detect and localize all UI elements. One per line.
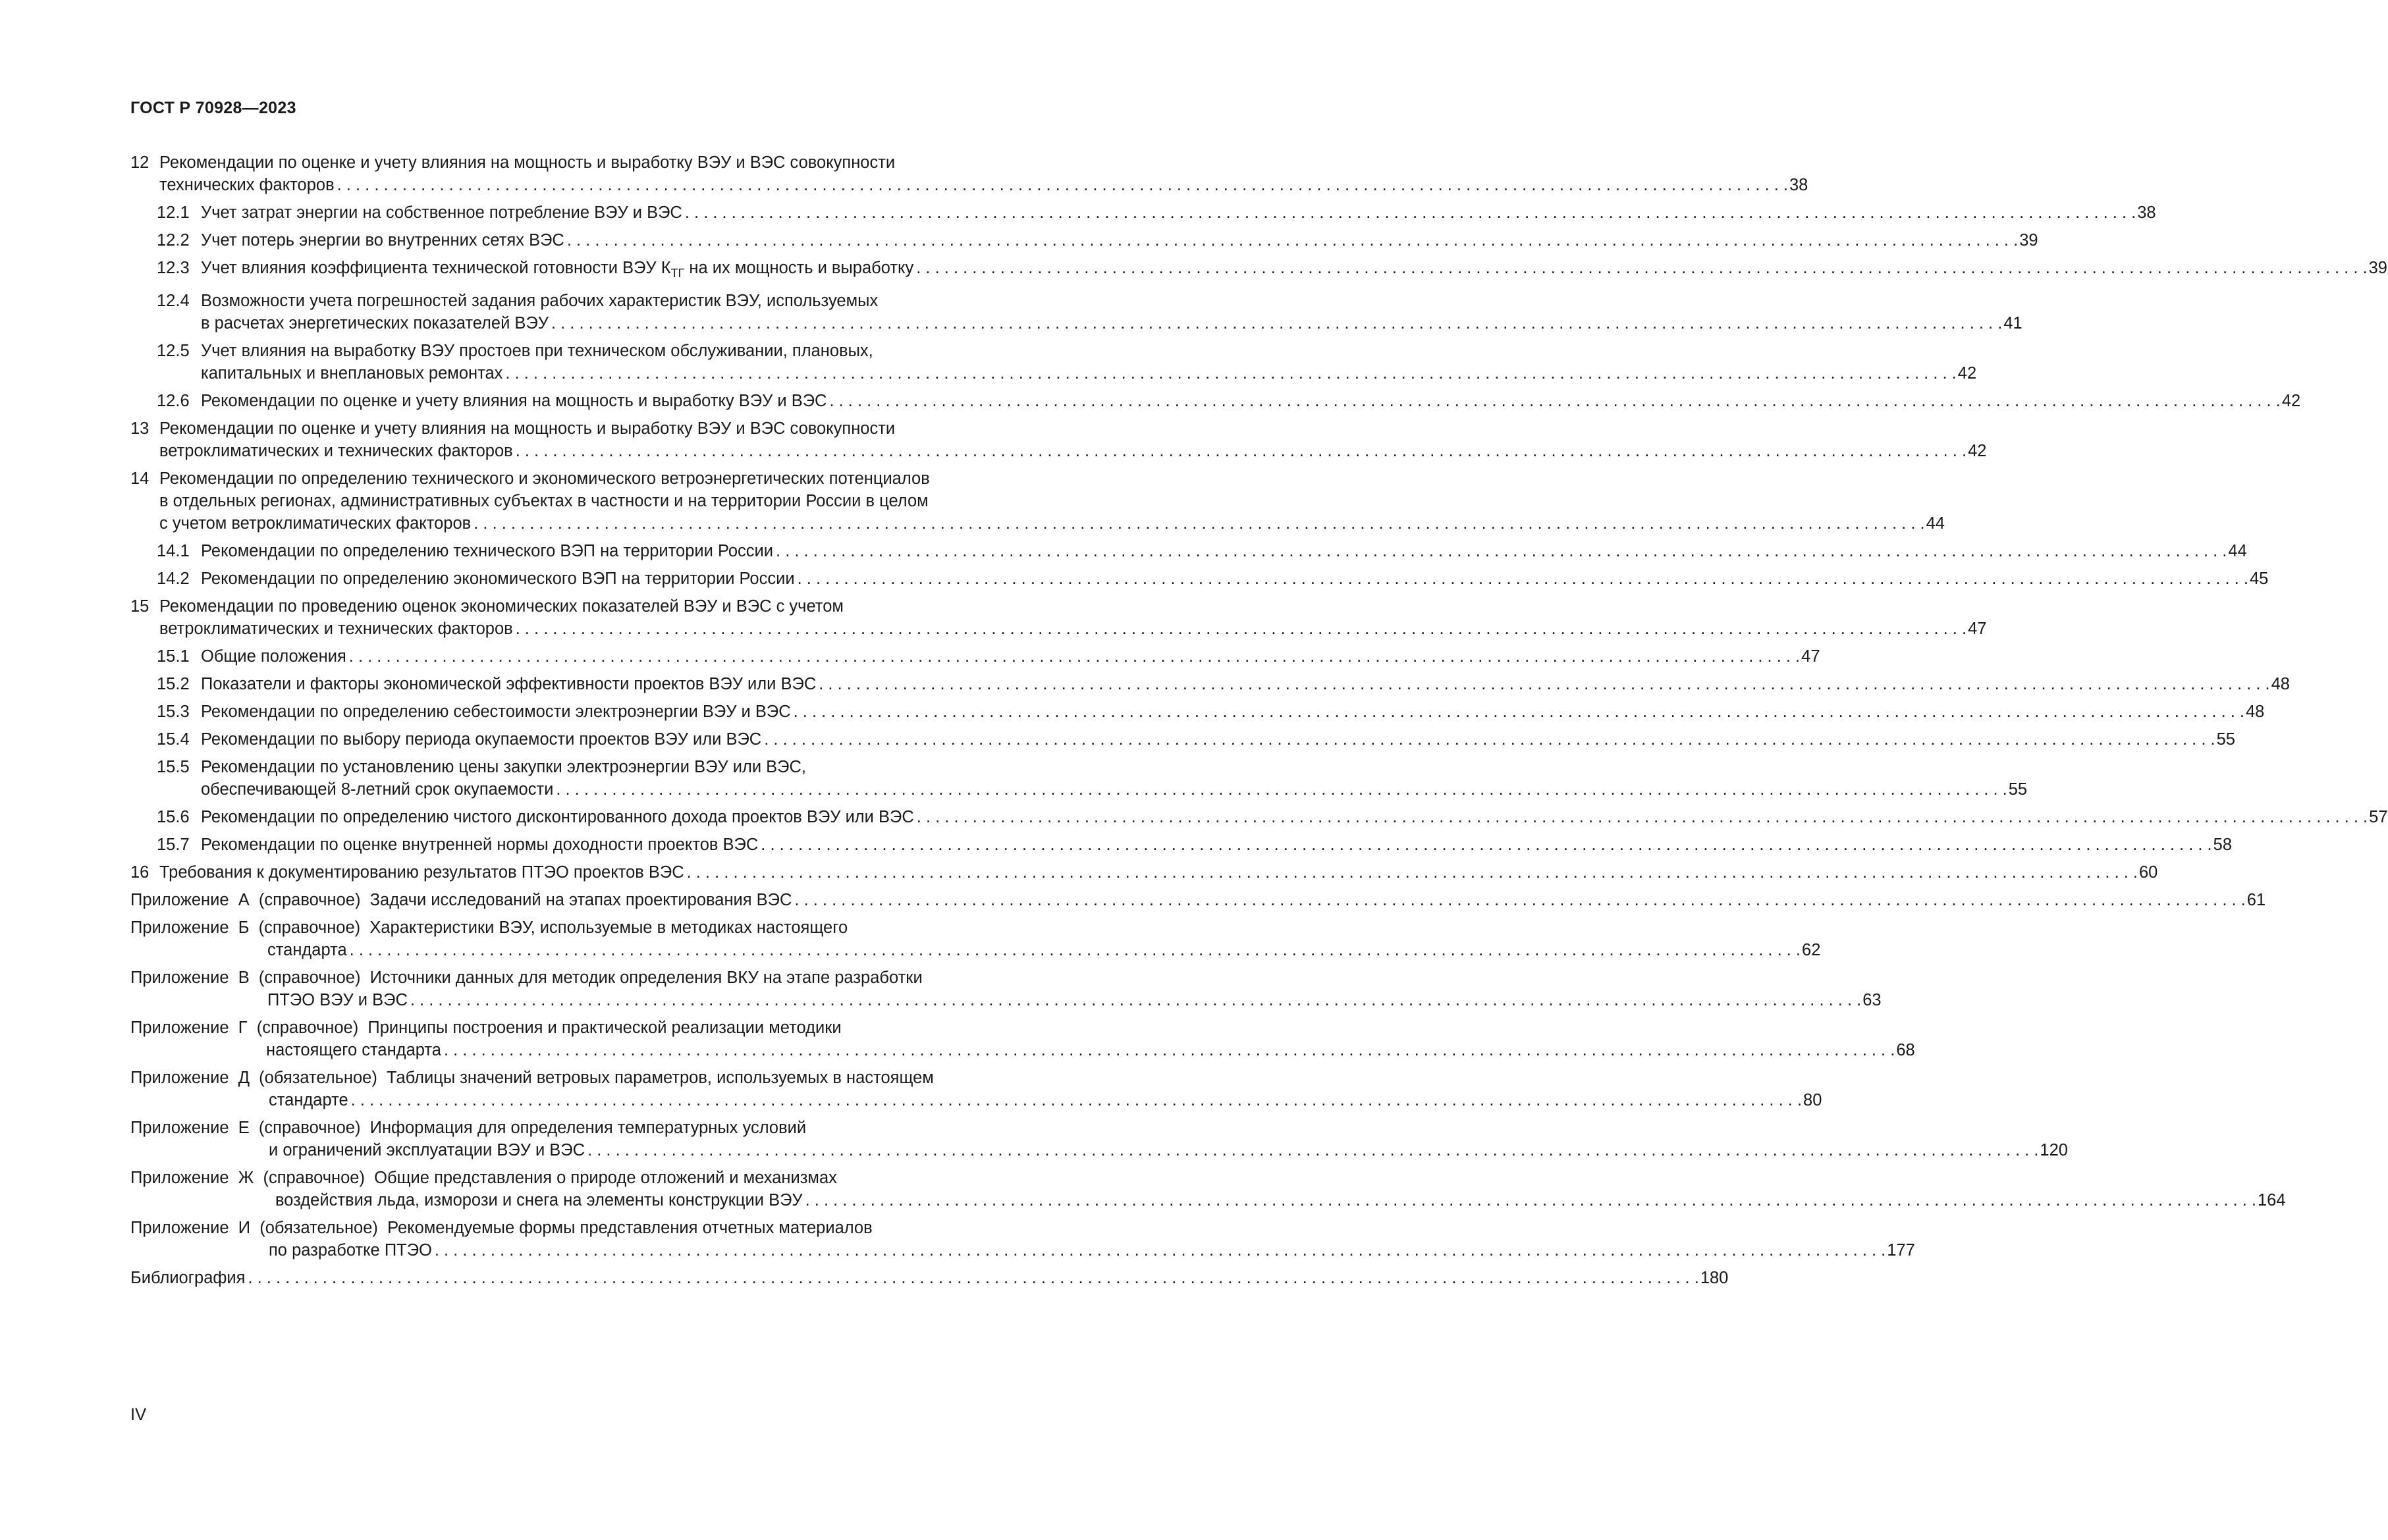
toc-page-number: 60 [2139, 863, 2158, 882]
toc-entry-number: 12.1 [157, 203, 190, 222]
appendix-label: Приложение И (обязательное) [130, 1219, 388, 1237]
toc-page-number: 120 [2040, 1141, 2068, 1159]
toc-leader-dots [794, 701, 2244, 723]
toc-leader-dots [556, 778, 2007, 801]
toc-entry-title: Информация для определения температурных условий [369, 1119, 807, 1137]
toc-leader-dots [685, 201, 2136, 224]
toc-page-number: 39 [2368, 259, 2387, 277]
toc-leader-dots [798, 568, 2248, 590]
toc-entry[interactable] [130, 861, 2158, 884]
toc-entry-number: 15.1 [157, 647, 190, 666]
toc-page-number: 55 [2216, 730, 2235, 749]
toc-page-number: 48 [2271, 675, 2290, 693]
toc-entry[interactable] [130, 257, 2387, 284]
toc-entry-title: Таблицы значений ветровых параметров, используемых в настоящем [387, 1069, 934, 1087]
ktg-subscript: ТГ [670, 267, 685, 280]
toc-entry[interactable] [130, 806, 2388, 828]
toc-entry-title: Задачи исследований на этапах проектирования ВЭС [369, 891, 792, 909]
toc-entry[interactable] [130, 1217, 1915, 1261]
toc-page-number: 61 [2246, 891, 2266, 909]
toc-page-number: 42 [2281, 392, 2301, 410]
toc-page-number: 57 [2369, 808, 2388, 826]
toc-entry[interactable] [130, 889, 2266, 911]
toc-page-number: 47 [1968, 620, 1987, 638]
document-header: ГОСТ Р 70928—2023 [130, 99, 296, 117]
toc-entry-number: 15.7 [157, 836, 190, 854]
toc-entry-title [201, 257, 913, 284]
toc-leader-dots [551, 312, 2002, 334]
toc-entry-title: технических факторов [159, 176, 335, 194]
toc-entry[interactable] [130, 1017, 1915, 1061]
toc-entry-title: Рекомендации по определению технического и экономического ветроэнергетических потенциалов [159, 469, 930, 488]
toc-leader-dots [516, 618, 1967, 640]
toc-entry-title: Возможности учета погрешностей задания рабочих характеристик ВЭУ, используемых [201, 292, 879, 310]
toc-entry[interactable] [130, 417, 1987, 462]
toc-entry-title: Рекомендуемые формы представления отчетных материалов [387, 1219, 873, 1237]
toc-entry-title: Рекомендации по определению себестоимости электроэнергии ВЭУ и ВЭС [201, 703, 791, 721]
toc-page-number: 47 [1801, 647, 1820, 666]
toc-page-number: 44 [1926, 514, 1945, 533]
toc-entry[interactable] [130, 834, 2233, 856]
toc-leader-dots [687, 861, 2138, 884]
toc-entry-title: по разработке ПТЭО [269, 1241, 432, 1260]
toc-entry-title: Общие представления о природе отложений и механизмах [374, 1169, 837, 1187]
toc-entry-number: 12.3 [157, 259, 190, 277]
toc-leader-dots [410, 989, 1861, 1011]
toc-leader-dots [516, 440, 1967, 462]
toc-entry-number: 12.6 [157, 392, 190, 410]
toc-entry-title: Общие положения [201, 647, 346, 666]
toc-page-number: 58 [2213, 836, 2233, 854]
toc-entry-number: 15 [130, 597, 149, 616]
toc-entry-title: Показатели и факторы экономической эффективности проектов ВЭУ или ВЭС [201, 675, 817, 693]
toc-entry-title: в отдельных регионах, административных субъектах в частности и на территории России в целом [159, 492, 929, 510]
appendix-label: Приложение Д (обязательное) [130, 1069, 387, 1087]
toc-entry-title: Характеристики ВЭУ, используемые в методиках настоящего [369, 918, 848, 937]
toc-leader-dots [248, 1267, 1698, 1289]
toc-entry-title: ветроклиматических и технических факторов [159, 620, 513, 638]
toc-entry[interactable] [130, 916, 1821, 961]
toc-leader-dots [917, 806, 2368, 828]
toc-entry-title: Рекомендации по оценке внутренней нормы доходности проектов ВЭС [201, 836, 759, 854]
toc-entry[interactable] [130, 290, 2022, 334]
toc-entry[interactable] [130, 595, 1987, 640]
toc-entry-number: 12 [130, 153, 149, 172]
toc-page-number: 63 [1862, 991, 1882, 1009]
toc-entry-number: 12.2 [157, 231, 190, 250]
page-number: IV [130, 1406, 147, 1424]
toc-entry-title: Принципы построения и практической реализации методики [367, 1019, 842, 1037]
toc-entry-title: Рекомендации по оценке и учету влияния на мощность и выработку ВЭУ и ВЭС [201, 392, 827, 410]
toc-entry[interactable] [130, 1167, 2286, 1211]
toc-page-number: 44 [2228, 542, 2247, 560]
toc-title-part: Учет влияния коэффициента технической готовности ВЭУ К [201, 259, 671, 277]
toc-entry-number: 12.5 [157, 342, 190, 360]
toc-page-number: 42 [1968, 442, 1987, 460]
toc-entry[interactable] [130, 540, 2247, 562]
toc-entry-title: Учет влияния на выработку ВЭУ простоев при техническом обслуживании, плановых, [201, 342, 873, 360]
toc-entry-number: 15.4 [157, 730, 190, 749]
toc-page-number: 45 [2249, 570, 2269, 588]
toc-entry-title: воздействия льда, изморози и снега на элементы конструкции ВЭУ [275, 1191, 803, 1209]
toc-page-number: 38 [2137, 203, 2156, 222]
toc-entry-title: ПТЭО ВЭУ и ВЭС [267, 991, 408, 1009]
toc-entry-number: 15.2 [157, 675, 190, 693]
toc-page-number: 62 [1802, 941, 1821, 959]
toc-entry-title: Рекомендации по проведению оценок экономических показателей ВЭУ и ВЭС с учетом [159, 597, 844, 616]
toc-entry-number: 15.5 [157, 758, 190, 776]
toc-entry-title: Рекомендации по определению экономического ВЭП на территории России [201, 570, 795, 588]
toc-entry-title: Рекомендации по определению чистого дисконтированного дохода проектов ВЭУ или ВЭС [201, 808, 914, 826]
toc-entry-number: 14.1 [157, 542, 190, 560]
toc-leader-dots [337, 174, 1788, 196]
toc-entry-number: 15.3 [157, 703, 190, 721]
toc-page-number: 164 [2257, 1191, 2286, 1209]
toc-leader-dots [776, 540, 2227, 562]
toc-leader-dots [916, 257, 2367, 279]
toc-entry[interactable] [130, 568, 2269, 590]
toc-entry-number: 13 [130, 419, 149, 438]
toc-entry-title: Учет потерь энергии во внутренних сетях ВЭС [201, 231, 564, 250]
toc-leader-dots [819, 673, 2269, 695]
toc-entry[interactable] [130, 1267, 1729, 1289]
toc-entry[interactable] [130, 1117, 2068, 1161]
toc-leader-dots [829, 390, 2280, 412]
toc-leader-dots [349, 645, 1800, 668]
table-of-contents [130, 151, 2388, 1289]
toc-entry[interactable] [130, 967, 1882, 1011]
toc-page-number: 180 [1700, 1269, 1729, 1287]
toc-page-number: 177 [1887, 1241, 1915, 1260]
toc-entry-title: с учетом ветроклиматических факторов [159, 514, 472, 533]
appendix-label: Приложение Г (справочное) [130, 1019, 368, 1037]
appendix-label: Приложение В (справочное) [130, 969, 370, 987]
toc-entry[interactable] [130, 756, 2028, 801]
toc-leader-dots [505, 362, 1956, 385]
toc-entry-title: обеспечивающей 8-летний срок окупаемости [201, 780, 554, 799]
toc-entry[interactable] [130, 390, 2301, 412]
toc-page-number: 68 [1896, 1041, 1915, 1059]
toc-entry-title: Учет затрат энергии на собственное потребление ВЭУ и ВЭС [201, 203, 682, 222]
toc-entry[interactable] [130, 467, 1945, 535]
toc-entry-title: капитальных и внеплановых ремонтах [201, 364, 503, 383]
appendix-label: Приложение Ж (справочное) [130, 1169, 375, 1187]
toc-leader-dots [764, 728, 2215, 751]
toc-entry-title: в расчетах энергетических показателей ВЭУ [201, 314, 549, 332]
toc-entry[interactable] [130, 201, 2156, 224]
toc-page-number: 41 [2003, 314, 2022, 332]
toc-page-number: 39 [2019, 231, 2038, 250]
toc-entry-title: Источники данных для методик определения ВКУ на этапе разработки [369, 969, 923, 987]
appendix-label: Приложение А (справочное) [130, 891, 370, 909]
toc-entry-title: Рекомендации по выбору периода окупаемости проектов ВЭУ или ВЭС [201, 730, 762, 749]
appendix-label: Приложение Б (справочное) [130, 918, 370, 937]
toc-entry-title: Библиография [130, 1269, 246, 1287]
toc-entry[interactable] [130, 151, 1808, 196]
toc-leader-dots [794, 889, 2245, 911]
toc-leader-dots [474, 512, 1924, 535]
toc-entry-title: ветроклиматических и технических факторов [159, 442, 513, 460]
toc-page-number: 80 [1803, 1091, 1822, 1109]
toc-entry-number: 12.4 [157, 292, 190, 310]
toc-entry[interactable] [130, 728, 2235, 751]
toc-page-number: 38 [1789, 176, 1808, 194]
toc-leader-dots [587, 1139, 2038, 1161]
toc-entry-title: Рекомендации по установлению цены закупки электроэнергии ВЭУ или ВЭС, [201, 758, 807, 776]
toc-entry-title: и ограничений эксплуатации ВЭУ и ВЭС [269, 1141, 585, 1159]
toc-page-number: 55 [2008, 780, 2028, 799]
toc-leader-dots [444, 1039, 1895, 1061]
toc-leader-dots [350, 939, 1801, 961]
toc-entry[interactable] [130, 701, 2265, 723]
appendix-label: Приложение Е (справочное) [130, 1119, 370, 1137]
toc-leader-dots [351, 1089, 1802, 1111]
toc-entry[interactable] [130, 673, 2290, 695]
toc-entry-title: Рекомендации по определению технического ВЭП на территории России [201, 542, 774, 560]
toc-entry-number: 14 [130, 469, 149, 488]
toc-entry-title: стандарта [267, 941, 347, 959]
toc-entry-title: Рекомендации по оценке и учету влияния на мощность и выработку ВЭУ и ВЭС совокупности [159, 419, 896, 438]
toc-entry-number: 14.2 [157, 570, 190, 588]
toc-entry-number: 16 [130, 863, 149, 882]
toc-leader-dots [567, 229, 2018, 252]
toc-leader-dots [761, 834, 2212, 856]
toc-entry[interactable] [130, 340, 1977, 385]
toc-entry-title: Рекомендации по оценке и учету влияния на мощность и выработку ВЭУ и ВЭС совокупности [159, 153, 896, 172]
toc-entry[interactable] [130, 229, 2038, 252]
toc-entry-title: настоящего стандарта [266, 1041, 441, 1059]
toc-leader-dots [805, 1189, 2256, 1211]
toc-page-number: 48 [2246, 703, 2265, 721]
toc-leader-dots [435, 1239, 1886, 1261]
toc-entry-title: Требования к документированию результатов ПТЭО проектов ВЭС [159, 863, 684, 882]
toc-page-number: 42 [1957, 364, 1977, 383]
toc-entry[interactable] [130, 645, 1820, 668]
toc-entry-title: стандарте [269, 1091, 348, 1109]
toc-entry[interactable] [130, 1067, 1822, 1111]
toc-title-part: на их мощность и выработку [684, 259, 914, 277]
toc-entry-number: 15.6 [157, 808, 190, 826]
